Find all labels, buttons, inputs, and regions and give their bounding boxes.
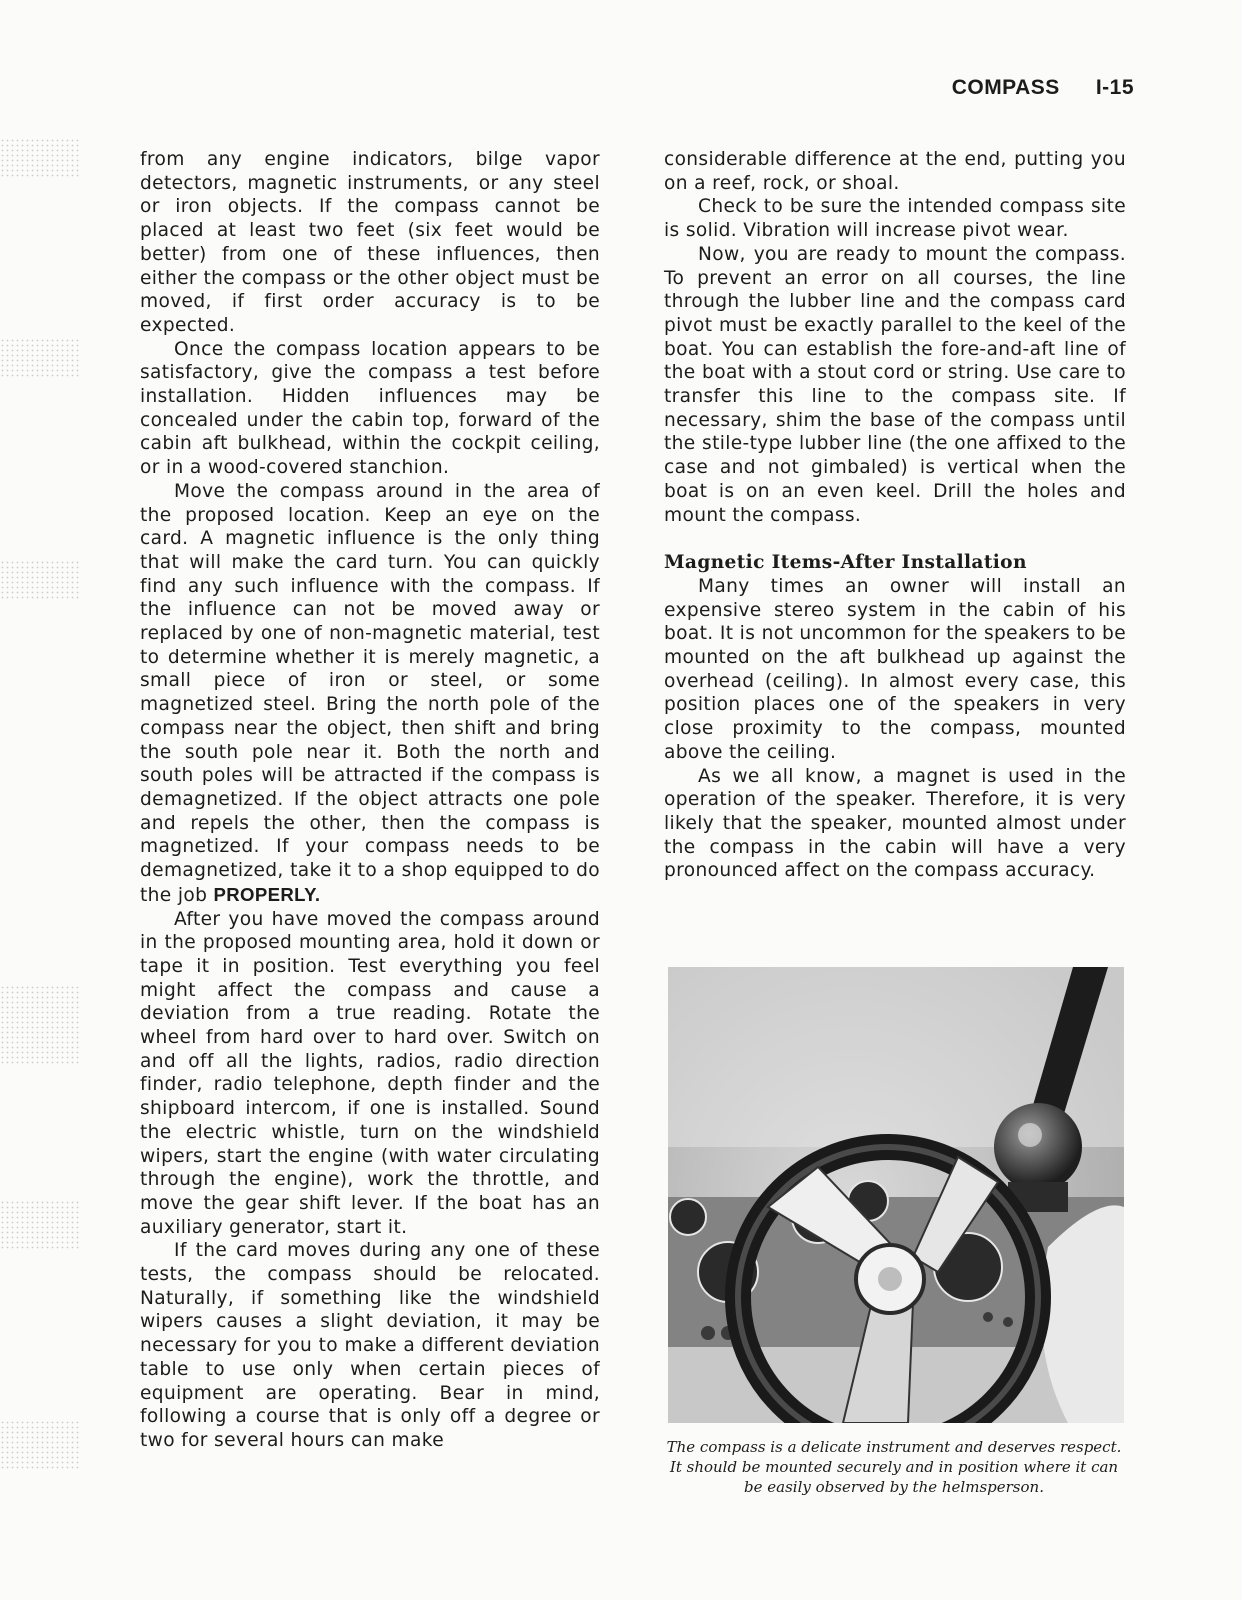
paragraph: After you have moved the compass around in the proposed mounting area, hold it down or tape it in position. Test everything you feel might affect the compass and cause a deviation from a true reading. Rotate the wheel from hard over to hard over. Switch on and off all the lights, radios, radio direction finder, radio telephone, depth finder and the shipboard intercom, if one is installed. Sound the electric whistle, turn on the windshield wipers, start the engine (with water circulating through the engine), work the throttle, and move the gear shift lever. If the boat has an auxiliary generator, start it. — [140, 908, 600, 1238]
scan-margin-speckle — [0, 1200, 80, 1250]
right-column — [664, 148, 1126, 883]
section-heading: Magnetic Items-After Installation — [664, 552, 1027, 574]
paragraph: considerable difference at the end, putting you on a reef, rock, or shoal. — [664, 149, 1126, 194]
emphasis-properly: PROPERLY. — [213, 883, 321, 905]
section-title: COMPASS — [951, 76, 1060, 99]
paragraph: Now, you are ready to mount the compass. To prevent an error on all courses, the line through the lubber line and the compass card pivot must be exactly parallel to the keel of the boat. You can establish the fore-and-aft line of the boat with a stout cord or string. Use care to transfer this line to the compass site. If necessary, shim the base of the compass until the stile-type lubber line (the one affixed to the case and not gimbaled) is vertical when the boat is on an even keel. Drill the holes and mount the compass. — [664, 243, 1126, 526]
paragraph: Many times an owner will install an expensive stereo system in the cabin of his boat. It is not uncommon for the speakers to be mounted on the aft bulkhead up against the overhead (ceiling). In almost every case, this position places one of the speakers in very close proximity to the compass, mounted above the ceiling. — [664, 575, 1126, 763]
page-number: I-15 — [1095, 76, 1134, 99]
scan-margin-speckle — [0, 338, 80, 378]
running-header — [952, 76, 1134, 100]
paragraph-text: Move the compass around in the area of the proposed location. Keep an eye on the card. A magnetic influence is the only thing that will make the card turn. You can quickly find any such influence with the compass. If the influence can not be moved away or replaced by one of non-magnetic material, test to determine whether it is merely magnetic, a small piece of iron or steel, or some magnetized steel. Bring the north pole of the compass near the object, then shift and bring the south pole near it. Both the north and south poles will be attracted if the compass is demagnetized. If the object attracts one pole and repels the other, then the compass is magnetized. If your compass needs to be demagnetized, take it to a shop equipped to do the job — [140, 480, 600, 906]
left-column — [140, 148, 600, 1453]
paragraph — [140, 480, 600, 908]
paragraph: from any engine indicators, bilge vapor detectors, magnetic instruments, or any steel or iron objects. If the compass cannot be placed at least two feet (six feet would be better) from one of these influences, then either the compass or the other object must be moved, if first order accuracy is to be expected. — [140, 149, 600, 336]
paragraph: Check to be sure the intended compass site is solid. Vibration will increase pivot wear. — [664, 196, 1126, 242]
paragraph: Once the compass location appears to be satisfactory, give the compass a test before installation. Hidden influences may be concealed under the cabin top, forward of the cabin aft bulkhead, within the cockpit ceiling, or in a wood-covered stanchion. — [140, 338, 600, 479]
scan-margin-speckle — [0, 138, 80, 178]
paragraph: If the card moves during any one of these tests, the compass should be relocated. Naturally, if something like the windshield wipers causes a slight deviation, it may be necessary for you to make a different deviation table to use only when certain pieces of equipment are operating. Bear in mind, following a course that is only off a degree or two for several hours can make — [140, 1240, 600, 1451]
helm-compass-photo — [668, 967, 1124, 1423]
scan-margin-speckle — [0, 1420, 80, 1470]
helm-photo-illustration — [668, 967, 1124, 1423]
scan-margin-speckle — [0, 560, 80, 600]
scan-margin-speckle — [0, 985, 80, 1065]
figure-caption: The compass is a delicate instrument and deserves respect. It should be mounted securely and in position where it can be easily observed by the helmsperson. — [666, 1438, 1122, 1496]
paragraph: As we all know, a magnet is used in the operation of the speaker. Therefore, it is very likely that the speaker, mounted almost under the compass in the cabin will have a very pronounced affect on the compass accuracy. — [664, 765, 1126, 882]
